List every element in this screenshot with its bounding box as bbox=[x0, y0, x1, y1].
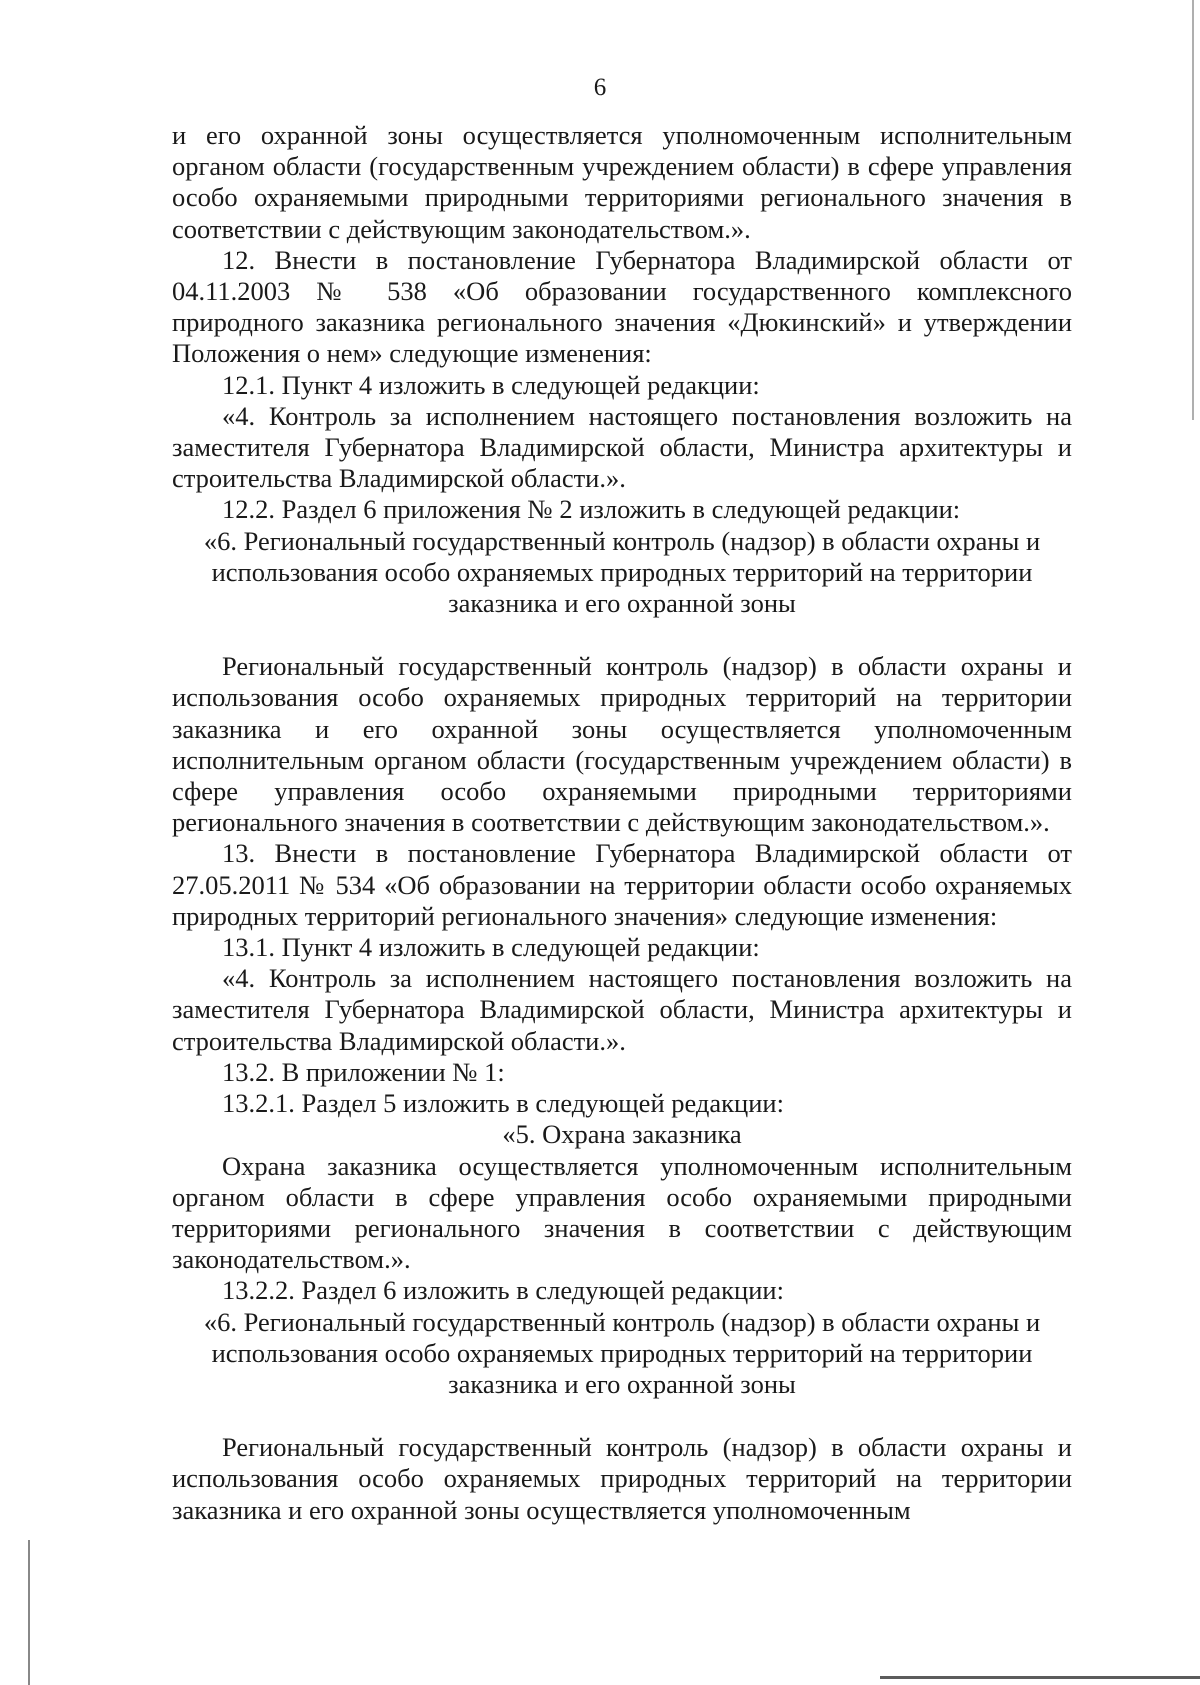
scan-artifact-line bbox=[880, 1676, 1200, 1679]
paragraph: 13.2. В приложении № 1: bbox=[222, 1056, 505, 1087]
paragraph: «4. Контроль за исполнением настоящего постановления возложить на заместителя Губернатора Владимирской области, Министра архитектуры и строительства Владимирской области.». bbox=[172, 963, 1072, 1056]
section-heading: «5. Охрана заказника bbox=[502, 1119, 742, 1150]
paragraph: Охрана заказника осуществляется уполномоченным исполнительным органом области в сфере управления особо охраняемыми природными территориями регионального значения в соответствии с действующим законодательством.». bbox=[172, 1150, 1072, 1275]
paragraph: и его охранной зоны осуществляется уполномоченным исполнительным органом области (государственным учреждением области) в сфере управления особо охраняемыми природными территориями регионального значения в соответствии с действующим законодательством.». bbox=[172, 120, 1072, 244]
document-body bbox=[172, 120, 1072, 1526]
paragraph: 13.2.1. Раздел 5 изложить в следующей редакции: bbox=[222, 1088, 784, 1119]
section-heading: «6. Региональный государственный контроль (надзор) в области охраны и использования особо охраняемых природных территорий на территории заказника и его охранной зоны bbox=[203, 525, 1041, 619]
paragraph: 13.1. Пункт 4 изложить в следующей редакции: bbox=[222, 932, 760, 963]
paragraph: Региональный государственный контроль (надзор) в области охраны и использования особо охраняемых природных территорий на территории заказника и его охранной зоны осуществляется уполномоченным исполнительным органом области (государственным учреждением области) в сфере управления особо охраняемыми природными территориями регионального значения в соответствии с действующим законодательством.». bbox=[172, 651, 1072, 838]
paragraph: 12.1. Пункт 4 изложить в следующей редакции: bbox=[222, 369, 760, 400]
scan-artifact-line bbox=[28, 1540, 30, 1685]
scan-artifact-line bbox=[1192, 0, 1194, 420]
paragraph: Региональный государственный контроль (надзор) в области охраны и использования особо охраняемых природных территорий на территории заказника и его охранной зоны осуществляется уполномоченным bbox=[172, 1432, 1072, 1525]
paragraph: 13. Внести в постановление Губернатора Владимирской области от 27.05.2011 № 534 «Об образовании на территории области особо охраняемых природных территорий регионального значения» следующие изменения: bbox=[172, 838, 1072, 931]
paragraph: 13.2.2. Раздел 6 изложить в следующей редакции: bbox=[222, 1275, 784, 1306]
paragraph: 12. Внести в постановление Губернатора Владимирской области от 04.11.2003 № 538 «Об образовании государственного комплексного природного заказника регионального значения «Дюкинский» и утверждении Положения о нем» следующие изменения: bbox=[172, 244, 1072, 369]
page-number: 6 bbox=[593, 74, 607, 101]
paragraph: 12.2. Раздел 6 приложения № 2 изложить в следующей редакции: bbox=[222, 494, 961, 525]
paragraph: «4. Контроль за исполнением настоящего постановления возложить на заместителя Губернатора Владимирской области, Министра архитектуры и строительства Владимирской области.». bbox=[172, 400, 1072, 494]
section-heading: «6. Региональный государственный контроль (надзор) в области охраны и использования особо охраняемых природных территорий на территории заказника и его охранной зоны bbox=[203, 1306, 1041, 1399]
